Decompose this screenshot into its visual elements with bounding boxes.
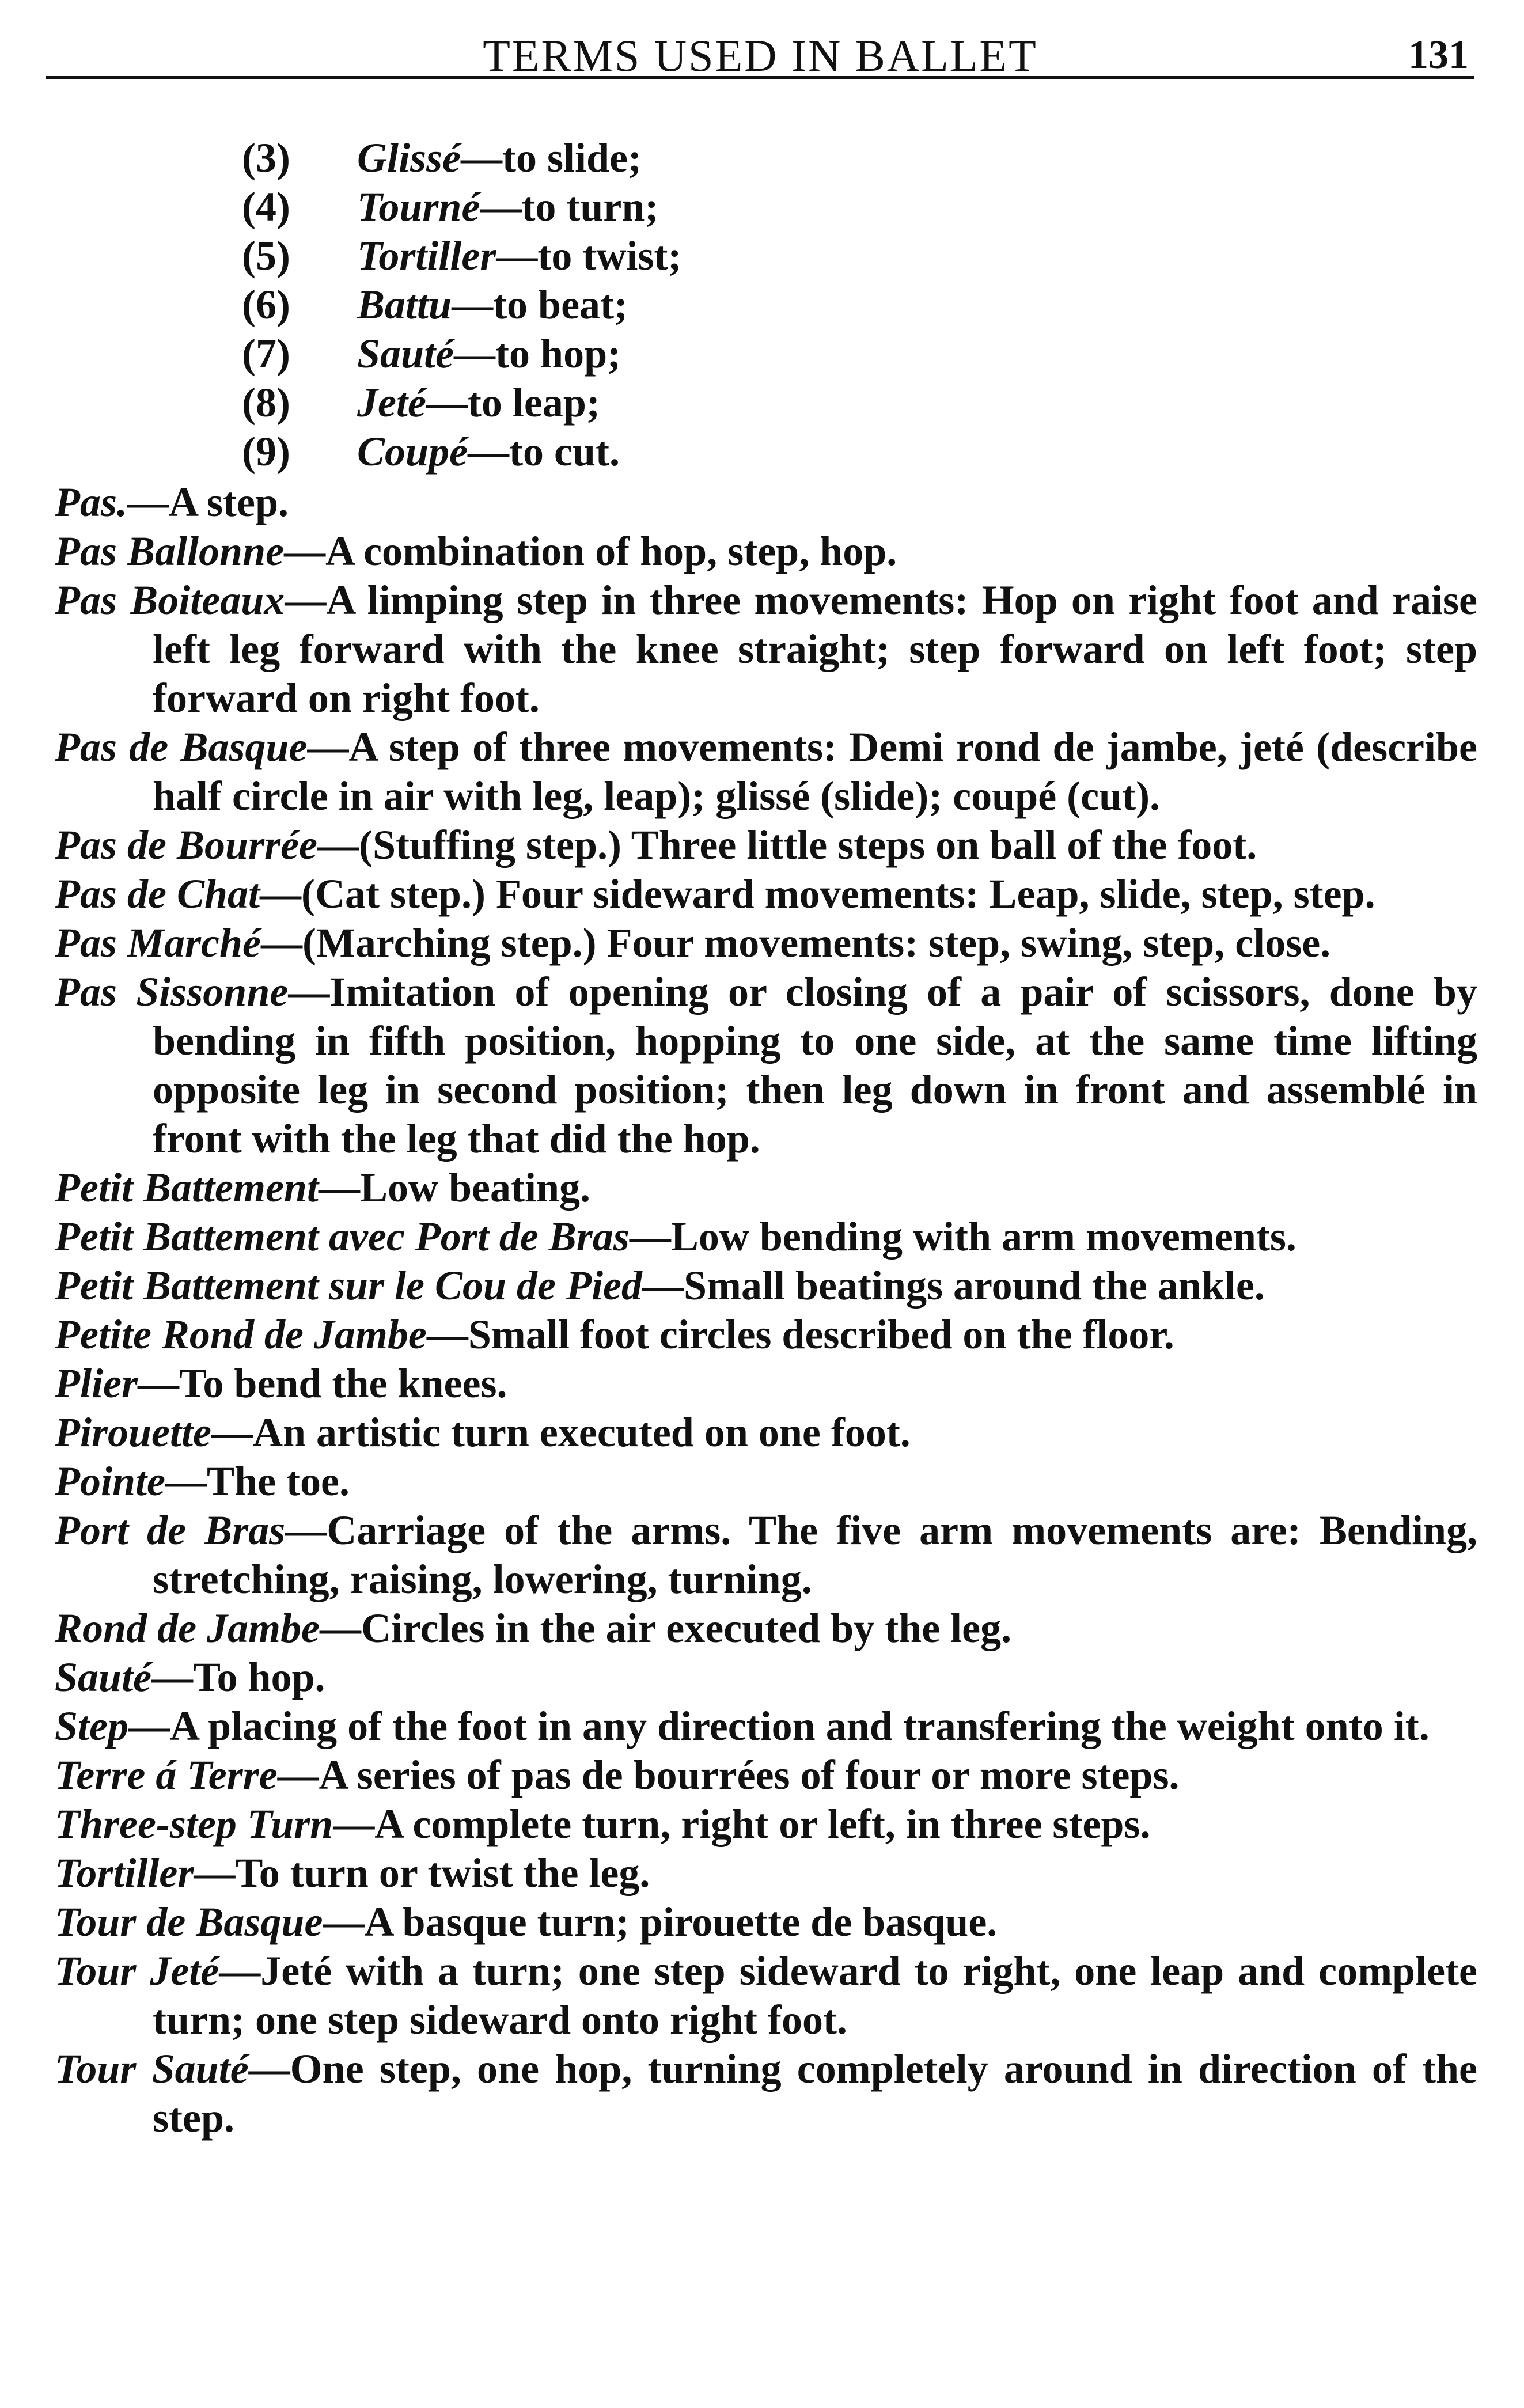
- em-dash: —: [629, 1214, 671, 1260]
- definition: Jeté with a turn; one step sideward to right, one leap and complete turn; one step sideward onto right foot.: [153, 1948, 1477, 2043]
- em-dash: —: [137, 1360, 179, 1406]
- definition: To turn or twist the leg.: [235, 1850, 650, 1896]
- definition: To bend the knees.: [179, 1360, 507, 1406]
- definition: to cut.: [509, 428, 620, 475]
- term: Step: [55, 1703, 129, 1749]
- definition: (Marching step.) Four movements: step, swing, step, close.: [302, 920, 1331, 966]
- term: Glissé: [357, 135, 461, 181]
- item-number: (7): [242, 331, 290, 377]
- term: Plier: [55, 1360, 138, 1406]
- glossary-entry: [55, 1947, 1477, 2045]
- definition: A placing of the foot in any direction and transfering the weight onto it.: [170, 1703, 1430, 1749]
- term: Pas de Basque: [55, 724, 308, 770]
- term: Pas Ballonne: [55, 528, 285, 574]
- definition: A series of pas de bourrées of four or more steps.: [319, 1752, 1180, 1798]
- term: Tortiller: [357, 233, 496, 279]
- glossary-entry: [55, 576, 1477, 723]
- term: Tortiller: [55, 1850, 194, 1896]
- em-dash: —: [468, 428, 510, 475]
- definition: A limping step in three movements: Hop on right foot and raise left leg forward with the knee straight; step forward on left foot; step forward on right foot.: [153, 577, 1477, 721]
- definition: (Stuffing step.) Three little steps on ball of the foot.: [358, 822, 1257, 868]
- glossary-entry: [55, 1751, 1477, 1800]
- definition: to leap;: [467, 380, 600, 426]
- item-number: (8): [242, 380, 290, 426]
- sublist-item: [242, 378, 1106, 427]
- em-dash: —: [323, 1899, 365, 1945]
- glossary-entry: [55, 919, 1477, 968]
- term: Pas Boiteaux: [55, 577, 285, 623]
- term: Sauté: [357, 331, 454, 377]
- glossary-entry: [55, 478, 1477, 527]
- glossary-entry: [55, 1457, 1477, 1506]
- glossary-entry: [55, 1359, 1477, 1408]
- glossary-entry: [55, 1310, 1477, 1359]
- em-dash: —: [285, 1507, 327, 1553]
- page-number: 131: [1408, 33, 1469, 77]
- glossary-entry: [55, 1898, 1477, 1947]
- em-dash: —: [307, 724, 349, 770]
- term: Petit Battement: [55, 1165, 319, 1211]
- definition: Circles in the air executed by the leg.: [361, 1605, 1012, 1651]
- glossary-entry: [55, 2045, 1477, 2142]
- term: Rond de Jambe: [55, 1605, 320, 1651]
- em-dash: —: [285, 577, 327, 623]
- term: Tour Sauté: [55, 2046, 249, 2092]
- term: Pas Sissonne: [55, 969, 289, 1015]
- em-dash: —: [165, 1458, 207, 1504]
- definition: to twist;: [537, 233, 682, 279]
- em-dash: —: [194, 1850, 236, 1896]
- term: Pointe: [55, 1458, 165, 1504]
- glossary-entry: [55, 1702, 1477, 1751]
- page-title: TERMS USED IN BALLET: [483, 31, 1038, 81]
- em-dash: —: [261, 920, 302, 966]
- em-dash: —: [454, 331, 496, 377]
- item-number: (4): [242, 184, 290, 230]
- definition: Low bending with arm movements.: [670, 1214, 1296, 1260]
- definition: to slide;: [502, 135, 642, 181]
- term: Port de Bras: [55, 1507, 286, 1553]
- definition: The toe.: [207, 1458, 350, 1504]
- item-number: (6): [242, 282, 290, 328]
- sublist-item: [242, 280, 1106, 329]
- em-dash: —: [211, 1409, 253, 1455]
- glossary-entry: [55, 1163, 1477, 1212]
- glossary-entry: [55, 723, 1477, 821]
- glossary-entry: [55, 1800, 1477, 1849]
- term: Pirouette: [55, 1409, 211, 1455]
- em-dash: —: [318, 1165, 360, 1211]
- definition: Small beatings around the ankle.: [683, 1262, 1265, 1309]
- glossary-entry: [55, 1506, 1477, 1604]
- glossary-entry: [55, 1604, 1477, 1653]
- definition: Low beating.: [359, 1165, 590, 1211]
- definition: to turn;: [521, 184, 659, 230]
- glossary-entry: [55, 870, 1477, 919]
- glossary-entry: [55, 968, 1477, 1163]
- em-dash: —: [496, 233, 538, 279]
- term: Tourné: [357, 184, 480, 230]
- em-dash: —: [642, 1262, 684, 1309]
- em-dash: —: [288, 969, 330, 1015]
- definition: A combination of hop, step, hop.: [325, 528, 897, 574]
- definition: (Cat step.) Four sideward movements: Leap, slide, step, step.: [301, 871, 1375, 917]
- term: Sauté: [55, 1654, 152, 1700]
- em-dash: —: [248, 2046, 290, 2092]
- glossary-entry: [55, 1261, 1477, 1310]
- term: Coupé: [357, 428, 468, 475]
- definition: To hop.: [193, 1654, 325, 1700]
- definition: An artistic turn executed on one foot.: [252, 1409, 911, 1455]
- item-number: (5): [242, 233, 290, 279]
- term: Pas.: [55, 479, 127, 525]
- definition: Carriage of the arms. The five arm movements are: Bending, stretching, raising, lowering, turning.: [153, 1507, 1477, 1602]
- running-header: [46, 30, 1474, 79]
- em-dash: —: [151, 1654, 194, 1700]
- glossary-entry: [55, 1849, 1477, 1898]
- em-dash: —: [127, 479, 169, 525]
- glossary-entry: [55, 527, 1477, 576]
- em-dash: —: [480, 184, 522, 230]
- term: Battu: [357, 282, 452, 328]
- term: Pas de Chat: [55, 871, 260, 917]
- definition: A step.: [169, 479, 289, 525]
- term: Tour de Basque: [55, 1899, 323, 1945]
- numbered-sublist: [242, 134, 1106, 476]
- term: Petite Rond de Jambe: [55, 1311, 427, 1357]
- em-dash: —: [128, 1703, 170, 1749]
- sublist-item: [242, 232, 1106, 280]
- glossary-entry: [55, 1653, 1477, 1702]
- term: Terre á Terre: [55, 1752, 278, 1798]
- glossary: [55, 478, 1477, 2142]
- sublist-item: [242, 183, 1106, 232]
- em-dash: —: [452, 282, 494, 328]
- em-dash: —: [426, 380, 468, 426]
- definition: A step of three movements: Demi rond de jambe, jeté (describe half circle in air with leg, leap); glissé (slide); coupé (cut).: [153, 724, 1478, 819]
- glossary-entry: [55, 1212, 1477, 1261]
- definition: A complete turn, right or left, in three steps.: [374, 1801, 1151, 1847]
- em-dash: —: [317, 822, 359, 868]
- term: Jeté: [357, 380, 426, 426]
- term: Pas Marché: [55, 920, 261, 966]
- definition: One step, one hop, turning completely around in direction of the step.: [153, 2046, 1477, 2141]
- em-dash: —: [277, 1752, 319, 1798]
- em-dash: —: [284, 528, 326, 574]
- definition: Small foot circles described on the floor.: [468, 1311, 1174, 1357]
- glossary-entry: [55, 821, 1477, 870]
- sublist-item: [242, 427, 1106, 476]
- item-number: (3): [242, 135, 290, 181]
- term: Pas de Bourrée: [55, 822, 317, 868]
- item-number: (9): [242, 428, 290, 475]
- em-dash: —: [333, 1801, 375, 1847]
- term: Petit Battement sur le Cou de Pied: [55, 1262, 642, 1309]
- em-dash: —: [426, 1311, 468, 1357]
- definition: to beat;: [493, 282, 628, 328]
- em-dash: —: [219, 1948, 261, 1994]
- em-dash: —: [260, 871, 302, 917]
- em-dash: —: [461, 135, 502, 181]
- em-dash: —: [319, 1605, 361, 1651]
- definition: A basque turn; pirouette de basque.: [364, 1899, 998, 1945]
- definition: to hop;: [495, 331, 621, 377]
- term: Petit Battement avec Port de Bras: [55, 1214, 630, 1260]
- sublist-item: [242, 329, 1106, 378]
- term: Tour Jeté: [55, 1948, 219, 1994]
- term: Three-step Turn: [55, 1801, 333, 1847]
- glossary-entry: [55, 1408, 1477, 1457]
- sublist-item: [242, 134, 1106, 183]
- definition: Imitation of opening or closing of a pair of scissors, done by bending in fifth position, hopping to one side, at the same time lifting opposite leg in second position; then leg down in front and assemblé in front with the leg that did the hop.: [153, 969, 1477, 1162]
